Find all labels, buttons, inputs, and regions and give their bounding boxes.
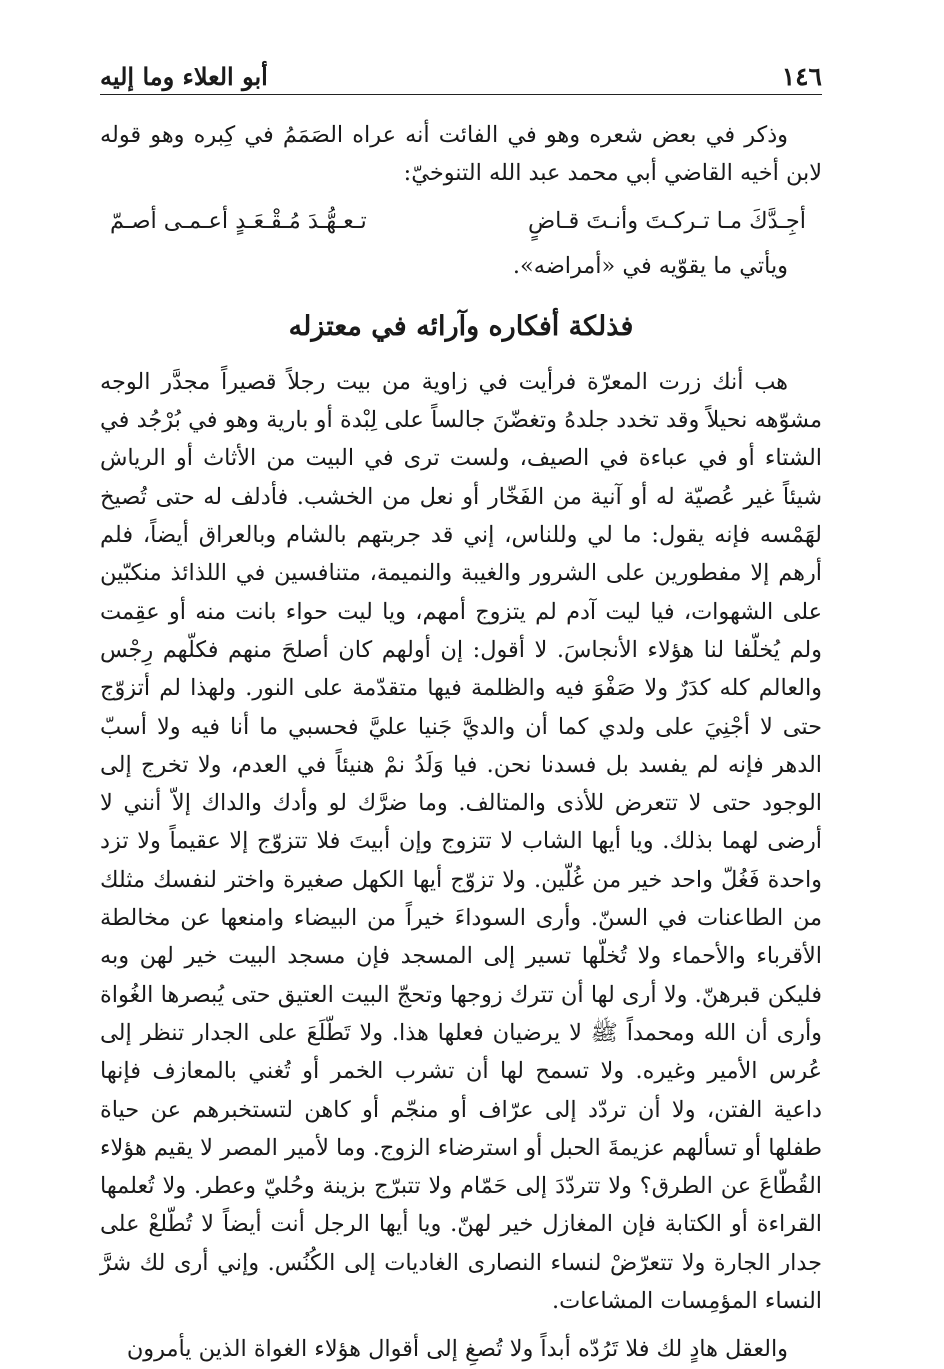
page-number: ١٤٦ [781,62,822,91]
after-poem-line: ويأتي ما يقوّيه في «أمراضه». [512,252,788,279]
page-body [100,116,822,1369]
poem-second-hemistich: تـعـهُّـدَ مُـقْـعَـدٍ أعـمـى أصـمّ [110,207,367,234]
paragraph-gap [100,1320,822,1330]
body-paragraph-1: هب أنك زرت المعرّة فرأيت في زاوية من بيت رجلاً قصيراً مجدَّر الوجه مشوّهه نحيلاً وقد تخدد جلدهُ وتغضّنَ جالساً على لِبْدة أو بارية وهو في بُرْجُد في الشتاء أو في عباءة في الصيف، ولست ترى في البيت من الأثاث أو الرياش شيئاً غير عُصيّة له أو آنية من الفَخّار أو نعل من الخشب. فأدلف له حتى تُصيخ لهَمْسه فإنه يقول: ما لي وللناس، إني قد جربتهم بالشام وبالعراق أيضاً، فلم أرهم إلا مفطورين على الشرور والغيبة والنميمة، متنافسين في اللذائذ منكبّين على الشهوات، فيا ليت آدم لم يتزوج أمهم، ويا ليت حواء بانت منه أو عقِمت ولم يُخلّفا لنا هؤلاء الأنجاسَ. لا أقول: إن أولهم كان أصلحَ منهم فكلّهم رِجْس والعالم كله كدَرٌ ولا صَفْوَ فيه والظلمة فيها متقدّمة على النور. ولهذا لم أتزوّج حتى لا أجْنِيَ على ولدي كما أن والديَّ جَنيا عليَّ فحسبي ما أنا فيه ولا أسبّ الدهر فإنه لم يفسد بل فسدنا نحن. فيا وَلَدُ نمْ هنيئاً في العدم، ولا تخرج إلى الوجود حتى لا تتعرض للأذى والمتالف. وما ضرَّك لو وأدك والداك إلاّ أنني لا أرضى لهما بذلك. ويا أيها الشاب لا تتزوج وإن أبيتَ فلا تتزوّج إلا عقيماً ولا تزد واحدة فَغُلّ واحد خير من غُلّين. ولا تزوّج أيها الكهل صغيرة واختر لنفسك مثلك من الطاعنات في السنّ. وأرى السوداءَ خيراً من البيضاء وامنعها عن مخالطة الأقرباء والأحماء ولا تُخلّها تسير إلى المسجد فإن مسجد البيت خير لهن وبه فليكن قبرهنّ. ولا أرى لها أن تترك زوجها وتحجّ البيت العتيق حتى يُبصرها الغُواة وأرى أن الله ومحمداً ﷺ لا يرضيان فعلها هذا. ولا تَطّلَعَ على الجدار تنظر إلى عُرس الأمير وغيره. ولا تسمح لها أن تشرب الخمر أو تُغني بالمعازف فإنها داعية الفتن، ولا أن تردّد إلى عرّاف أو منجّم أو كاهن لتستخبرهم عن حياة طفلها أو تسألهم عزيمةَ الحبل أو استرضاء الزوج. وما لأمير المصر لا يقيم هؤلاء القُطّاعَ عن الطرق؟ ولا تتردّدَ إلى حَمّام ولا تتبرّج بزينة وحُليّ وعطر. ولا تُعلمها القراءة أو الكتابة فإن المغازل خير لهنّ. ويا أيها الرجل أنت أيضاً لا تُطّلعْ على جدار الجارة ولا تتعرّضْ لنساء النصارى الغاديات إلى الكُنُس. وإني أرى لك شرَّ النساء المؤمِسات المشاعات. [100,368,822,1315]
poem-first-hemistich: أجِـدَّكَ مـا تـركـتَ وأنـتَ قـاضٍ [528,207,806,234]
intro-paragraph: وذكر في بعض شعره وهو في الفائت أنه عراه الصَمَمُ في كِبره وهو قوله لابن أخيه القاضي أبي محمد عبد الله التنوخيّ: [100,122,822,187]
section-heading: فذلكة أفكاره وآرائه في معتزله [288,310,634,342]
body-paragraph-2: والعقل هادٍ لك فلا تَرُدّه أبداً ولا تُصغِ إلى أقوال هؤلاء الغواة الذين يأمرون [126,1336,788,1363]
poem-verse [100,199,822,243]
page-header [100,56,822,95]
running-title: أبو العلاء وما إليه [100,62,268,91]
